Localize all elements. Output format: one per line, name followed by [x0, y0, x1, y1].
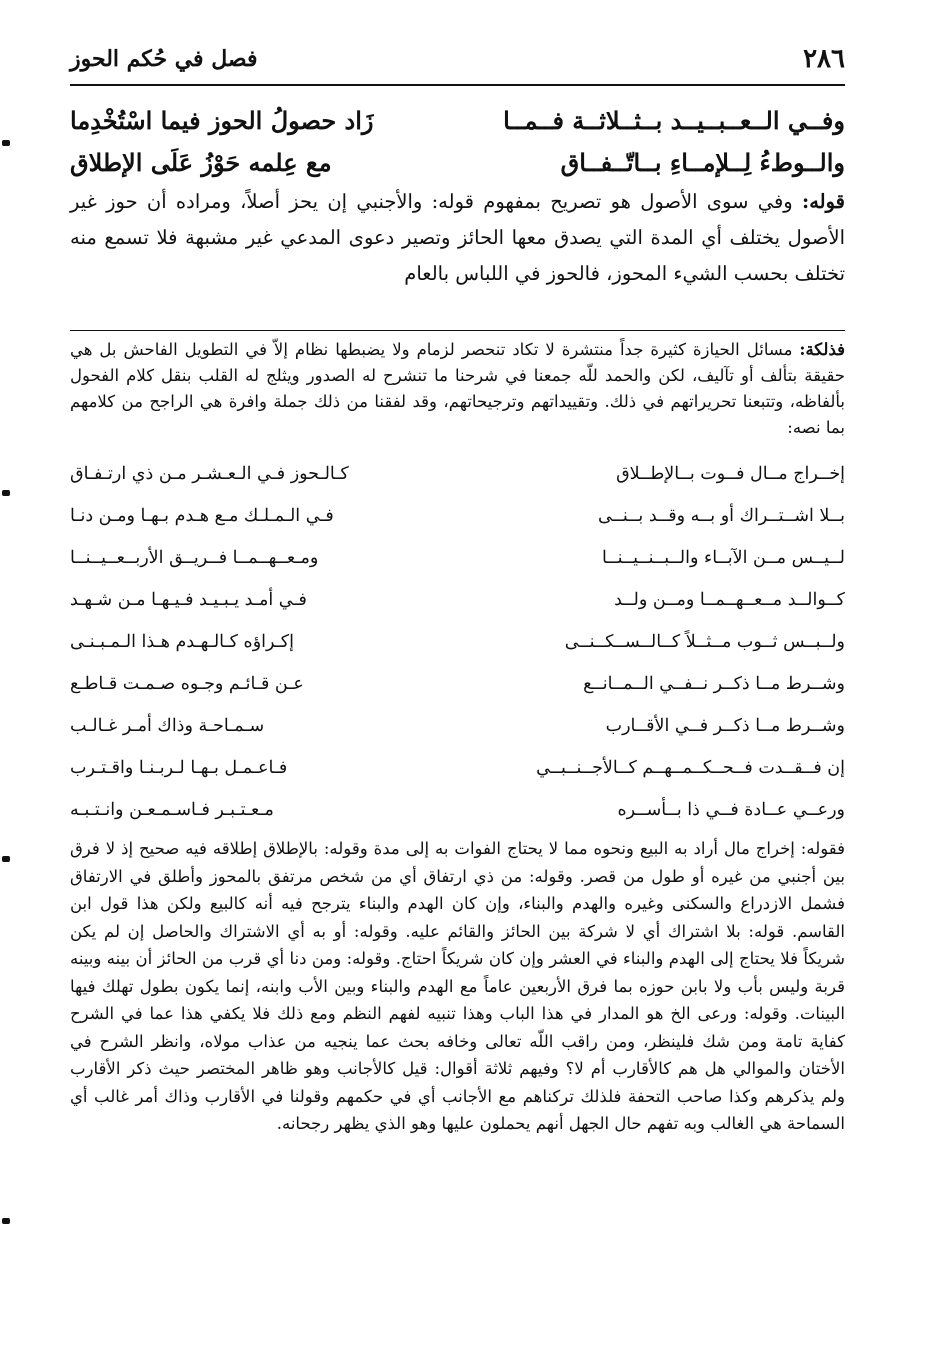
footnote-lead: فذلكة: [799, 340, 845, 359]
scan-edge-mark [2, 490, 10, 496]
poem-second-hemistich: كـالـحوز فـي الـعـشـر مـن ذي ارتـفـاق [70, 464, 349, 484]
verse-first-hemistich: والــوطءُ لِــلإمــاءِ بــاتّــفــاق [560, 148, 845, 177]
footnote-text: مسائل الحيازة كثيرة جداً منتشرة لا تكاد تنحصر لزمام ولا يضبطها نظام إلاّ في التطويل الفاحش بل هي حقيقة بتألف أو تآليف، لكن والحمد للّه جمعنا في شرحنا ما تنشرح له الصدور ويثلج له القلب بنقل كلام الفحول بألفاظه، وتتبعنا تحريراتهم في ذلك. وتقييداتهم وترجيحاتهم، وقد لفقنا من ذلك جملة وافرة هي الراجح من كلامهم بما نصه: [70, 340, 845, 437]
poem-first-hemistich: ولــبــس ثــوب مــثــلاً كــالــســكــنــى [564, 632, 845, 652]
verse-line [70, 100, 845, 142]
page-number: ٢٨٦ [803, 44, 845, 74]
verse-line [70, 142, 845, 184]
poem-line [70, 495, 845, 537]
poem-first-hemistich: إخــراج مــال فــوت بــالإطــلاق [616, 464, 845, 484]
scan-edge-mark [2, 1218, 10, 1224]
poem-first-hemistich: لــيــس مــن الآبــاء والــبــنــيــنــا [602, 548, 845, 568]
chapter-title: فصل في حُكم الحوز [70, 46, 258, 72]
poem [70, 453, 845, 831]
footnote [70, 337, 845, 441]
poem-first-hemistich: وشــرط مــا ذكــر فــي الأقــارب [605, 716, 845, 736]
main-paragraph [70, 184, 845, 292]
poem-second-hemistich: فـاعـمـل بـهـا لـربـنـا واقـتـرب [70, 758, 288, 778]
book-page [70, 40, 845, 1138]
poem-line [70, 537, 845, 579]
poem-line [70, 579, 845, 621]
poem-second-hemistich: إكـراؤه كـالـهـدم هـذا الـمـبـنـى [70, 632, 294, 652]
commentary [70, 835, 845, 1138]
commentary-text: فقوله: إخراج مال أراد به البيع ونحوه مما لا يحتاج الفوات به إلى مدة وقوله: بالإطلاق إطلاقه فيه صحيح إذ لا فرق بين أجنبي من غيره أو طول من قصر. وقوله: من ذي ارتفاق أي من شخص مرتفق بالمحوز وأطلق في الارتفاق فشمل الازدراع والسكنى وغيره والهدم والبناء، وإن كان الهدم والبناء يترجح فيه أنه كالبيع ولكن هذا قول ابن القاسم. قوله: بلا اشتراك أي لا شركة بين الحائز والقائم عليه. وقوله: أو به أي الاشتراك والحاصل إن لم يكن شريكاً فلا يحتاج إلى الهدم والبناء في العشر وإن كان شريكاً احتاج. وقوله: ومن دنا أي قرب من الحائز أن بينه وبينه قربة وليس بأب ولا بابن حوزه بما فرق الأربعين عاماً مع الهدم والبناء وبين الأب وابنه، إنما يكون بطول تهلك فيها البينات. وقوله: ورعى الخ هو المدار في هذا الباب وهذا تنبيه لفهم النظم ومع ذلك فلا يكفي هذا عما في الشرح كفاية تامة ومن شك فلينظر، ومن راقب اللّه تعالى وخافه بحث عما ينجيه من عذاب مولاه، وانظر الشرح في الأختان والموالي هل هم كالأقارب أم لا؟ وفيهم ثلاثة أقوال: قيل كالأجانب وهو ظاهر المختصر حيث ذكر الأقارب ولم يذكرهم وكذا صاحب التحفة فلذلك تركناهم مع الأجانب أي في حكمهم وقولنا في الأقارب وذاك أمر غالب أي السماحة هي الغالب وبه تفهم حال الجهل أنهم يحملون عليها وهو الذي يظهر رجحانه. [70, 839, 845, 1133]
poem-second-hemistich: ومـعــهــمــا فــريــق الأربــعــيــنــا [70, 548, 319, 568]
poem-first-hemistich: إن فــقــدت فــحــكــمــهــم كــالأجــنــبــي [536, 758, 845, 778]
poem-line [70, 663, 845, 705]
poem-second-hemistich: عـن قـائـم وجـوه صـمـت قـاطـع [70, 674, 304, 694]
poem-first-hemistich: كــوالــد مــعــهــمــا ومــن ولــد [614, 590, 845, 610]
poem-line [70, 621, 845, 663]
poem-second-hemistich: فـي الـمـلـك مـع هـدم بـهـا ومـن دنـا [70, 506, 334, 526]
poem-second-hemistich: فـي أمـد يـبـيـد فـيـهـا مـن شـهـد [70, 590, 307, 610]
scan-edge-mark [2, 856, 10, 862]
poem-first-hemistich: وشــرط مــا ذكــر نــفــي الــمــانــع [583, 674, 845, 694]
page-header [70, 40, 845, 84]
poem-first-hemistich: ورعــي عــادة فــي ذا بــأســره [617, 800, 845, 820]
verse-second-hemistich: زَاد حصولُ الحوز فيما اسْتُخْدِما [70, 106, 374, 135]
footnote-separator [70, 330, 845, 331]
header-rule [70, 84, 845, 86]
poem-line [70, 789, 845, 831]
main-paragraph-text: وفي سوى الأصول هو تصريح بمفهوم قوله: والأجنبي إن يحز أصلاً، ومراده أن حوز غير الأصول يختلف أي المدة التي يصدق معها الحائز وتصير دعوى المدعي غير مشبهة فلا تسمع منه تختلف بحسب الشيء المحوز، فالحوز في اللباس بالعام [70, 190, 845, 285]
verse-block [70, 100, 845, 184]
verse-second-hemistich: مع عِلمه حَوْزُ عَلَى الإطلاق [70, 148, 332, 177]
poem-line [70, 705, 845, 747]
poem-second-hemistich: سـمـاحـة وذاك أمـر غـالـب [70, 716, 265, 736]
poem-second-hemistich: مـعـتـبـر فـاسـمـعـن وانـتـبـه [70, 800, 274, 820]
poem-line [70, 747, 845, 789]
main-paragraph-lead: قوله: [802, 190, 845, 213]
poem-line [70, 453, 845, 495]
poem-first-hemistich: بــلا اشــتــراك أو بــه وقــد بــنــى [598, 506, 845, 526]
verse-first-hemistich: وفــي الــعــبــيــد بــثــلاثــة فــمــا [503, 106, 845, 135]
scan-edge-mark [2, 140, 10, 146]
